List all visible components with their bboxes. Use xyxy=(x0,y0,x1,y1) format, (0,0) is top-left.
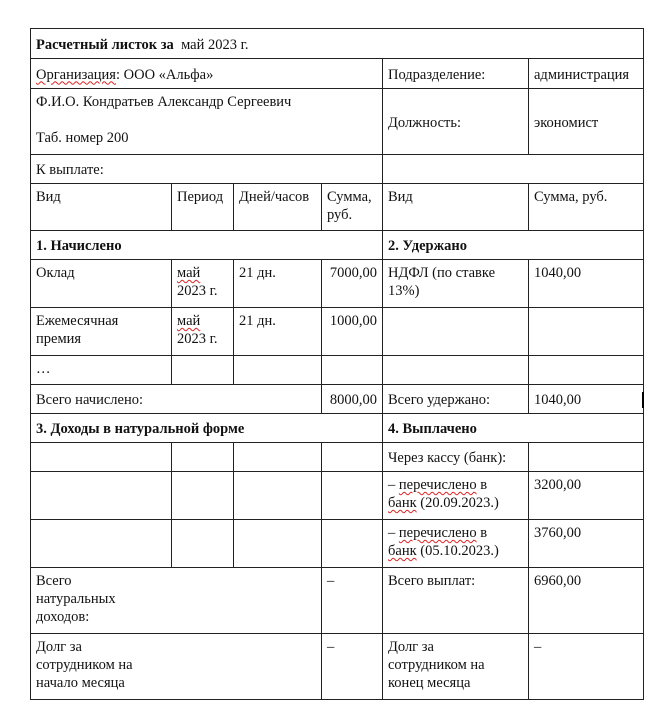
totals-row xyxy=(31,385,644,414)
empty-cell xyxy=(234,356,322,385)
slip-period: май 2023 г. xyxy=(181,36,249,53)
payable-label: К выплате: xyxy=(31,155,383,184)
employee-row xyxy=(31,89,644,155)
cash-row xyxy=(31,443,644,472)
accrual-sum: 7000,00 xyxy=(322,260,383,308)
slip-title: Расчетный листок за xyxy=(36,36,174,53)
payment-word: перечислено xyxy=(398,477,477,493)
accrual-kind: Ежемесячная премия xyxy=(31,308,172,356)
accrual-period xyxy=(172,308,234,356)
payment-word-rest: в xyxy=(476,477,488,493)
org-value: : ООО «Альфа» xyxy=(115,66,214,83)
total-paid-label: Всего выплат: xyxy=(383,568,529,634)
total-withheld-label: Всего удержано: xyxy=(383,385,529,414)
total-accrued-label: Всего начислено: xyxy=(31,385,322,414)
title-cell xyxy=(31,29,644,59)
position-value: экономист xyxy=(529,89,644,155)
payment-description xyxy=(383,472,529,520)
accrual-period-year: 2023 г. xyxy=(177,283,218,299)
payment-row xyxy=(31,472,644,520)
natural-total-label xyxy=(31,568,322,634)
accrual-row xyxy=(31,260,644,308)
accrual-row xyxy=(31,308,644,356)
total-accrued-value: 8000,00 xyxy=(322,385,383,414)
division-label: Подразделение: xyxy=(383,59,529,89)
header-kind: Вид xyxy=(31,184,172,231)
payment-dash: – xyxy=(388,525,396,541)
empty-cell xyxy=(234,443,322,472)
payment-sum: 3760,00 xyxy=(529,520,644,568)
text-cursor xyxy=(642,392,644,408)
debt-start-label-text: Долг за сотрудником на начало месяца xyxy=(36,639,133,691)
debt-start-value: – xyxy=(322,634,383,700)
header-period: Период xyxy=(172,184,234,231)
empty-cell xyxy=(529,443,644,472)
natural-total-value: – xyxy=(322,568,383,634)
section-paid: 4. Выплачено xyxy=(383,414,644,443)
title-row xyxy=(31,29,644,59)
empty-cell xyxy=(322,356,383,385)
empty-cell xyxy=(172,443,234,472)
section-row-1 xyxy=(31,231,644,260)
debt-end-value: – xyxy=(529,634,644,700)
deduction-kind: НДФЛ (по ставке 13%) xyxy=(383,260,529,308)
payment-description xyxy=(383,520,529,568)
debt-end-label-text: Долг за сотрудником на конец месяца xyxy=(388,639,485,691)
payment-word-rest: в xyxy=(476,525,488,541)
empty-cell xyxy=(172,520,234,568)
payable-value xyxy=(383,155,644,184)
debt-end-label xyxy=(383,634,529,700)
header-kind-withheld: Вид xyxy=(383,184,529,231)
accrual-days: 21 дн. xyxy=(234,308,322,356)
payment-sum: 3200,00 xyxy=(529,472,644,520)
accrual-kind: Оклад xyxy=(31,260,172,308)
section-natural: 3. Доходы в натуральной форме xyxy=(31,414,383,443)
empty-cell xyxy=(529,356,644,385)
deduction-sum: 1040,00 xyxy=(529,260,644,308)
deduction-kind xyxy=(383,308,529,356)
empty-cell xyxy=(383,356,529,385)
debt-start-label xyxy=(31,634,322,700)
natural-total-label-text: Всего натуральных доходов: xyxy=(36,573,116,625)
empty-cell xyxy=(172,472,234,520)
payment-bank: банк xyxy=(388,495,417,511)
total-withheld-value: 1040,00 xyxy=(529,385,644,414)
employee-name: Ф.И.О. Кондратьев Александр Сергеевич xyxy=(36,94,292,110)
cash-label: Через кассу (банк): xyxy=(383,443,529,472)
empty-cell xyxy=(31,520,172,568)
employee-tab: Таб. номер 200 xyxy=(36,130,129,146)
payable-row xyxy=(31,155,644,184)
header-sum-withheld: Сумма, руб. xyxy=(529,184,644,231)
org-row xyxy=(31,59,644,89)
header-row xyxy=(31,184,644,231)
natural-total-row xyxy=(31,568,644,634)
empty-cell xyxy=(322,520,383,568)
accrual-sum: 1000,00 xyxy=(322,308,383,356)
accrual-period xyxy=(172,260,234,308)
empty-cell xyxy=(322,443,383,472)
empty-cell xyxy=(31,472,172,520)
payment-row xyxy=(31,520,644,568)
ellipsis-cell: … xyxy=(31,356,172,385)
org-label: Организация xyxy=(36,66,116,83)
division-value: администрация xyxy=(529,59,644,89)
payment-date: (05.10.2023.) xyxy=(416,543,499,559)
header-sum: Сумма, руб. xyxy=(322,184,383,231)
accrual-period-year: 2023 г. xyxy=(177,331,218,347)
debt-row xyxy=(31,634,644,700)
header-days: Дней/часов xyxy=(234,184,322,231)
empty-cell xyxy=(322,472,383,520)
accrual-period-month: май xyxy=(177,265,201,281)
section-row-2 xyxy=(31,414,644,443)
position-label: Должность: xyxy=(383,89,529,155)
payment-date: (20.09.2023.) xyxy=(416,495,499,511)
payslip-table xyxy=(30,28,644,700)
payment-dash: – xyxy=(388,477,396,493)
empty-cell xyxy=(172,356,234,385)
accrual-period-month: май xyxy=(177,313,201,329)
employee-cell xyxy=(31,89,383,155)
payment-bank: банк xyxy=(388,543,417,559)
total-paid-value: 6960,00 xyxy=(529,568,644,634)
section-withheld: 2. Удержано xyxy=(383,231,644,260)
deduction-sum xyxy=(529,308,644,356)
payment-word: перечислено xyxy=(398,525,477,541)
org-cell xyxy=(31,59,383,89)
accrual-days: 21 дн. xyxy=(234,260,322,308)
section-accrued: 1. Начислено xyxy=(31,231,383,260)
empty-cell xyxy=(234,472,322,520)
empty-cell xyxy=(234,520,322,568)
empty-cell xyxy=(31,443,172,472)
ellipsis-row xyxy=(31,356,644,385)
